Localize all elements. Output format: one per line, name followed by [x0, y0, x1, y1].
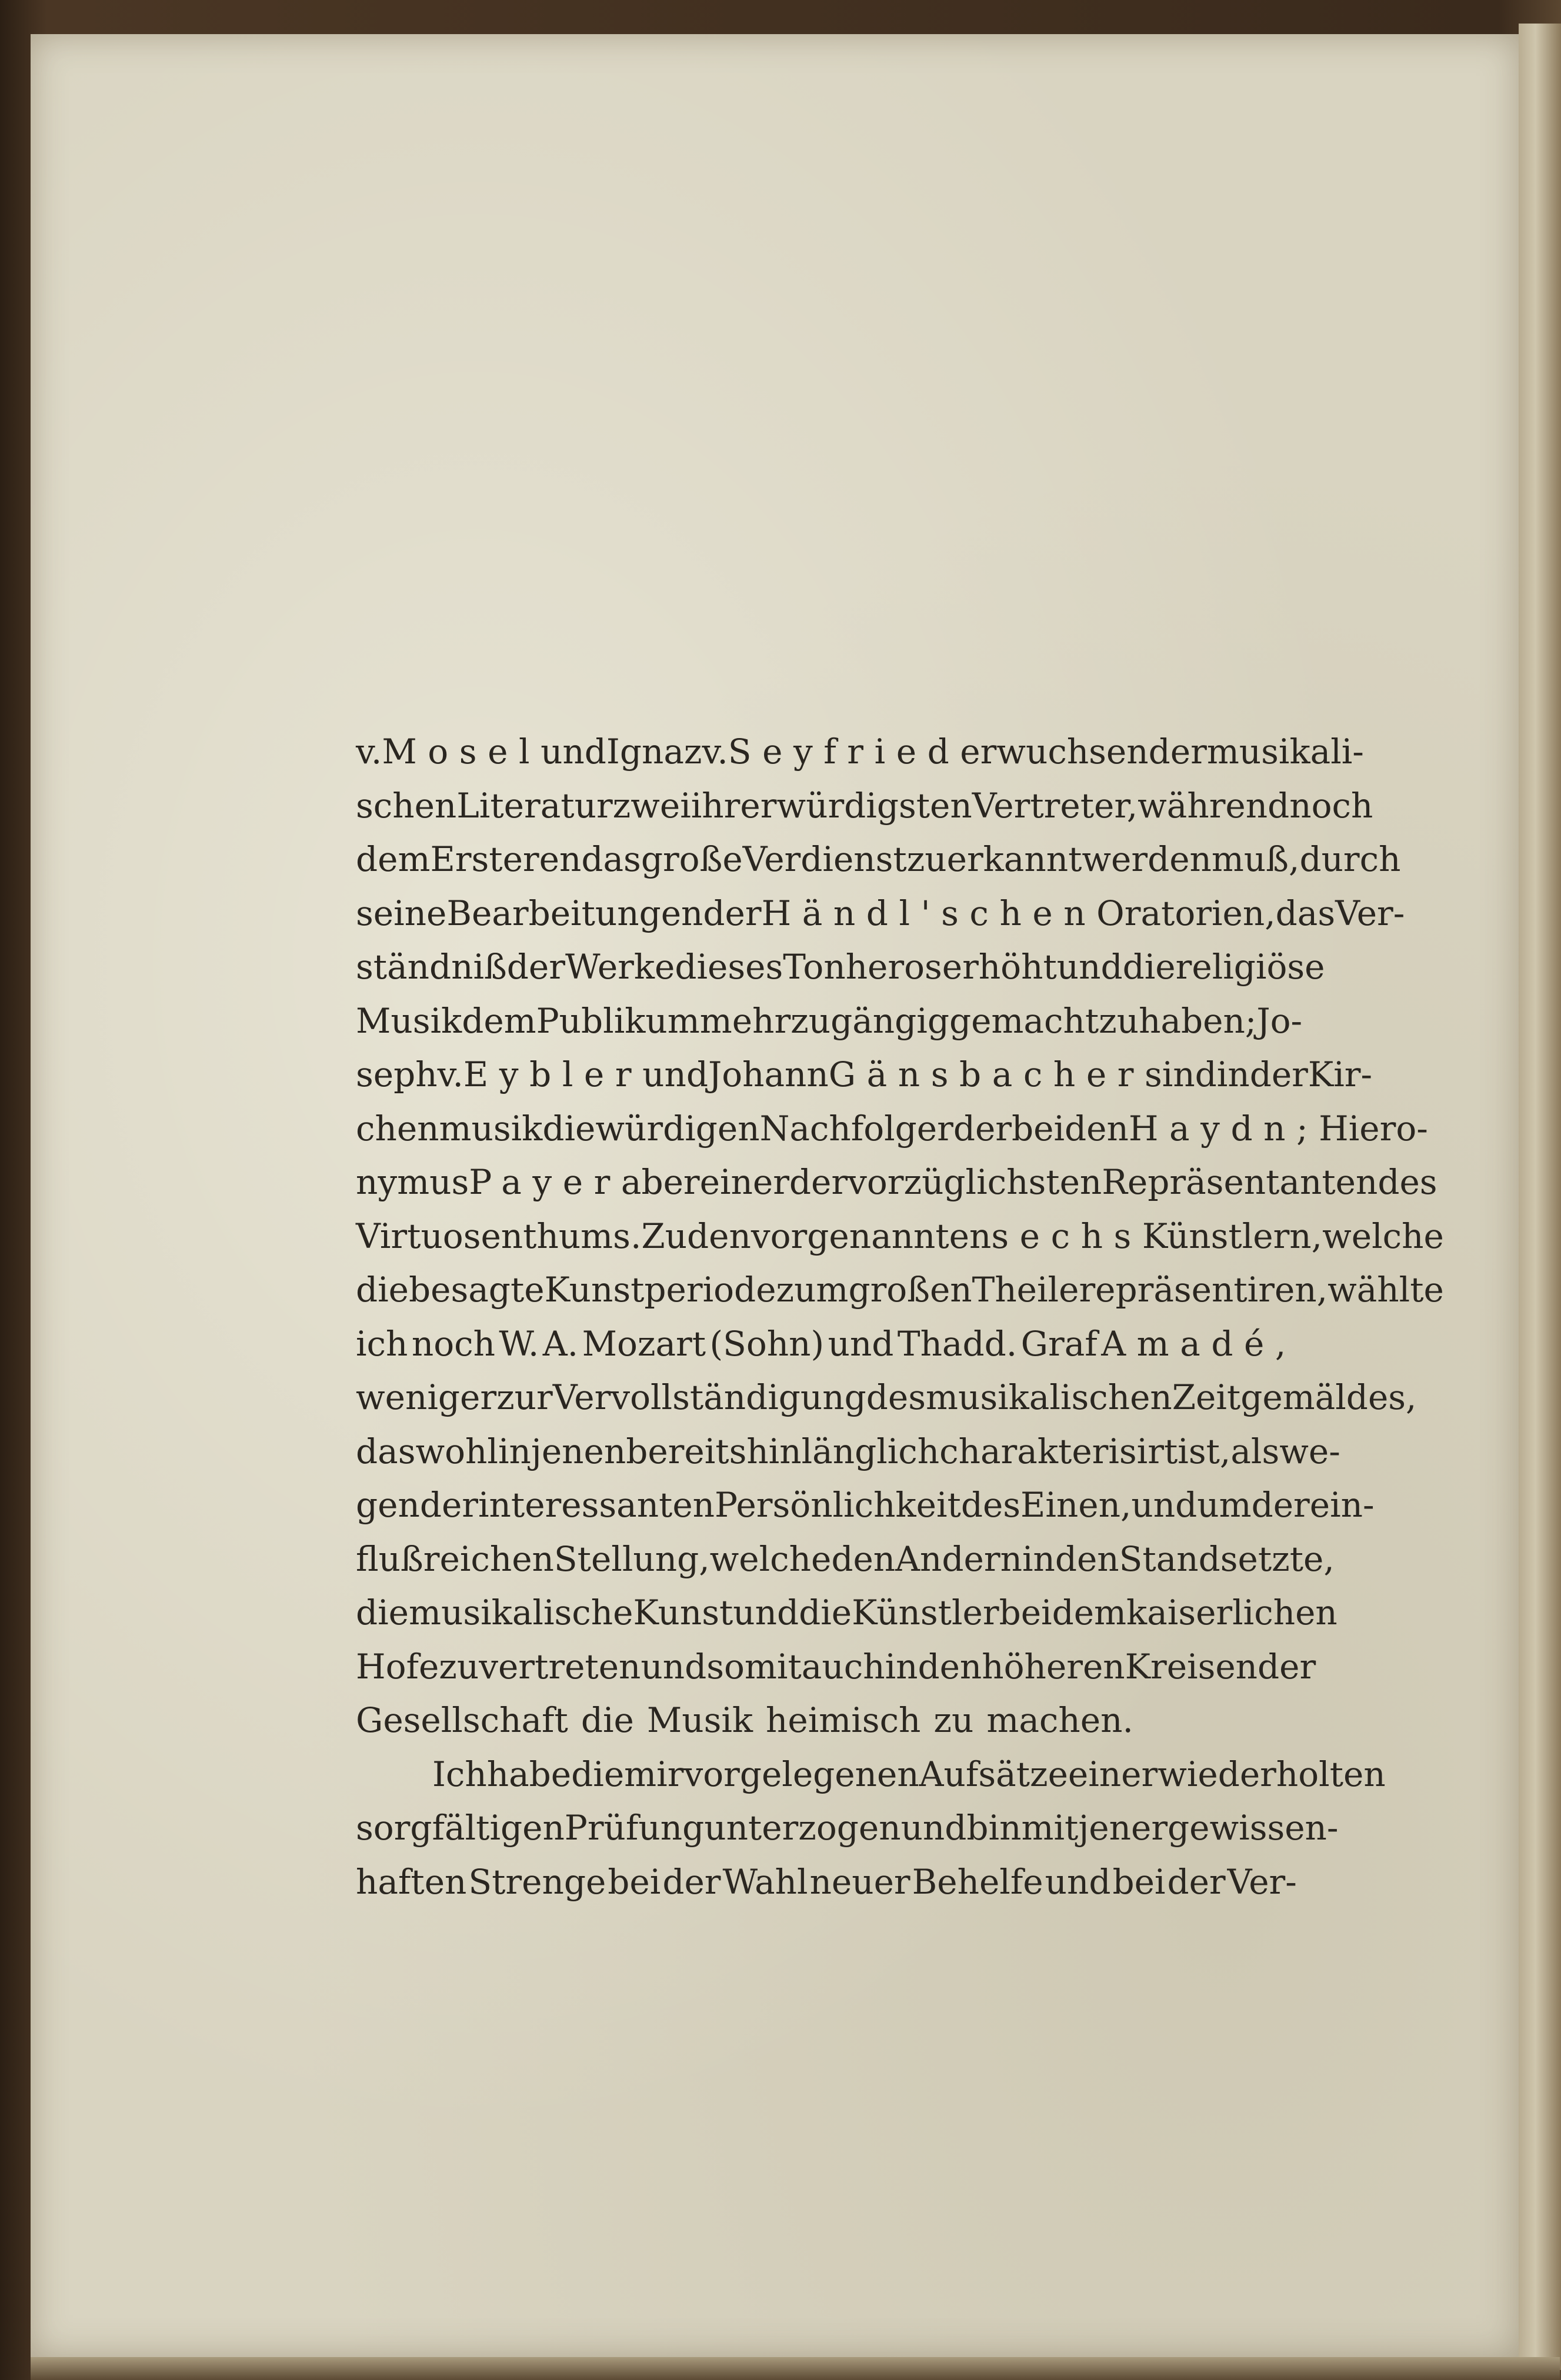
word: zuerkannt [906, 839, 1082, 879]
word: nymus [356, 1162, 469, 1202]
word: habe [486, 1754, 572, 1794]
word: Johann [708, 1054, 829, 1094]
word: in [1216, 1054, 1250, 1094]
page-edge-right [1519, 24, 1561, 2370]
word: dieses [675, 947, 783, 987]
word: hinlänglich [746, 1431, 940, 1471]
word: und [828, 1323, 894, 1364]
word: Oratorien, [1096, 893, 1276, 933]
word: haften [356, 1861, 467, 1902]
word: während [1138, 785, 1290, 826]
spaced-name-word: Payer [469, 1162, 621, 1202]
spaced-name-word: Gänsbacher [828, 1054, 1145, 1094]
text-line [356, 1162, 1437, 1216]
word: Theile [972, 1270, 1079, 1310]
word: die [799, 1593, 852, 1633]
word: Hiero- [1319, 1108, 1428, 1149]
word: vertreten [479, 1646, 641, 1687]
word: vorgelegenen [683, 1754, 919, 1794]
word: gen [356, 1485, 420, 1525]
word: ihrer [691, 785, 777, 826]
word: dem [356, 839, 431, 879]
word: chenmusik [356, 1108, 543, 1149]
word: v. [702, 732, 728, 772]
word: die [571, 1754, 625, 1794]
word: Persönlichkeit [715, 1485, 961, 1525]
text-line [356, 785, 1373, 840]
word: und [1131, 1485, 1198, 1525]
word: Andern [895, 1538, 1022, 1579]
word: we- [1279, 1431, 1340, 1471]
word: jener [1078, 1808, 1168, 1848]
word: der [1249, 1054, 1308, 1094]
word: die [356, 1593, 409, 1633]
spaced-name-word: Amadé, [1101, 1323, 1297, 1364]
word: Musik [356, 1000, 462, 1041]
word: mit [1021, 1808, 1079, 1848]
word: die [356, 1270, 409, 1310]
spaced-name-word: Eybler [463, 1054, 643, 1094]
word: das [356, 1431, 416, 1471]
word: Prüfung [564, 1808, 705, 1848]
word: kaiserlichen [1126, 1593, 1337, 1633]
word: und [900, 1808, 967, 1848]
word: durch [1299, 839, 1401, 879]
word: den [918, 1646, 982, 1687]
word: einer [699, 1162, 789, 1202]
text-line [356, 1108, 1428, 1163]
word: Künstler [852, 1593, 999, 1633]
word: Vervollständigung [552, 1377, 866, 1417]
word: Künstlern, [1142, 1216, 1323, 1256]
word: und [733, 1593, 799, 1633]
word: Virtuosenthums. [356, 1216, 642, 1256]
word: das [1275, 893, 1336, 933]
word: Werke [565, 947, 675, 987]
word: welche [709, 1538, 832, 1579]
word: A. [542, 1323, 579, 1364]
word: zur [496, 1377, 553, 1417]
word: schen [356, 785, 457, 826]
word: Ignaz [606, 732, 702, 772]
word: Gesellschaft [356, 1700, 568, 1740]
text-line [356, 1324, 1297, 1378]
word: flußreichen [356, 1538, 554, 1579]
word: Nachfolger [759, 1108, 953, 1149]
word: der [1258, 1646, 1316, 1687]
text-line [356, 1646, 1316, 1701]
word: musikalische [409, 1593, 633, 1633]
word: weniger [356, 1377, 497, 1417]
text-line [356, 893, 1405, 947]
word: heimisch [766, 1700, 921, 1740]
word: zum [776, 1270, 849, 1310]
word: Ich [432, 1754, 487, 1794]
word: Kunstperiode [544, 1270, 776, 1310]
word: Thadd. [897, 1323, 1018, 1364]
text-line [356, 1000, 1303, 1055]
word: als [1230, 1431, 1280, 1471]
word: würdigsten [776, 785, 972, 826]
word: dem [1052, 1593, 1127, 1633]
word: die [542, 1108, 596, 1149]
word: Stellung, [553, 1538, 710, 1579]
word: das [581, 839, 641, 879]
word: einer [1068, 1754, 1158, 1794]
text-line [356, 1754, 1386, 1808]
word: interessanten [478, 1485, 715, 1525]
word: vorgenannten [751, 1216, 992, 1256]
word: der [1148, 732, 1207, 772]
spaced-name-word: Seyfried [728, 732, 960, 772]
word: v. [437, 1054, 463, 1094]
word: Aufsätze [919, 1754, 1068, 1794]
word: und [641, 1646, 707, 1687]
word: und [541, 732, 606, 772]
word: in [885, 1646, 918, 1687]
word: Tonheros [783, 947, 942, 987]
word: würdigen [595, 1108, 760, 1149]
word: ich [356, 1323, 408, 1364]
word: den [831, 1538, 896, 1579]
word: Graf [1020, 1323, 1098, 1364]
word: (Sohn) [709, 1323, 825, 1364]
text-line [356, 1862, 1297, 1916]
word: Literatur [456, 785, 613, 826]
word: noch [1289, 785, 1373, 826]
word: des [960, 1485, 1021, 1525]
word: wiederholten [1158, 1754, 1386, 1794]
word: Publikum [536, 1000, 700, 1041]
word: Ver- [1335, 893, 1405, 933]
word: W. [499, 1323, 539, 1364]
spaced-name-word: sechs [991, 1216, 1142, 1256]
word: Strenge [468, 1861, 606, 1902]
word: vorzüglichsten [848, 1162, 1102, 1202]
word: mehr [699, 1000, 791, 1041]
word: charakterisirt [939, 1431, 1178, 1471]
spaced-name-word: Händl'schen [761, 893, 1097, 933]
spaced-name-word: Mosel [382, 732, 541, 772]
word: Ver- [1227, 1861, 1297, 1902]
word: erwuchsen [960, 732, 1149, 772]
word: muß, [1211, 839, 1300, 879]
word: der [506, 947, 565, 987]
word: zwei [612, 785, 691, 826]
word: haben; [1139, 1000, 1257, 1041]
word: Stand [1119, 1538, 1220, 1579]
word: Zeitgemäldes, [1172, 1377, 1417, 1417]
word: aber [621, 1162, 700, 1202]
word: religiöse [1175, 947, 1325, 987]
word: zu [1099, 1000, 1139, 1041]
word: gewissen- [1168, 1808, 1339, 1848]
spaced-name-word: Haydn; [1128, 1108, 1319, 1149]
word: der [662, 1861, 721, 1902]
word: Zu [641, 1216, 688, 1256]
text-line [356, 1485, 1375, 1539]
word: in [498, 1431, 531, 1471]
word: gemacht [949, 1000, 1099, 1041]
word: und [1045, 1861, 1111, 1902]
word: zu [933, 1700, 974, 1740]
word: Vertreter, [972, 785, 1138, 826]
word: Musik [646, 1700, 753, 1740]
word: Verdienst [742, 839, 907, 879]
word: Wahl [722, 1861, 808, 1902]
word: der [789, 1162, 848, 1202]
word: jenen [531, 1431, 626, 1471]
word: welche [1322, 1216, 1444, 1256]
word: großen [848, 1270, 972, 1310]
word: werden [1082, 839, 1212, 879]
text-line [356, 1593, 1337, 1647]
text-line [356, 732, 1364, 786]
word: zugängig [790, 1000, 949, 1041]
word: der [1167, 1861, 1226, 1902]
word: sind [1145, 1054, 1217, 1094]
body-text [356, 732, 1444, 1915]
word: wählte [1327, 1270, 1444, 1310]
text-line [356, 1054, 1373, 1109]
word: Bearbeitungen [446, 893, 703, 933]
word: erhöht [942, 947, 1057, 987]
word: der [1251, 1485, 1310, 1525]
word: Ersteren [430, 839, 582, 879]
word: und [642, 1054, 708, 1094]
word: zu [439, 1646, 479, 1687]
word: Mozart [582, 1323, 706, 1364]
word: Einen, [1020, 1485, 1132, 1525]
text-line [356, 1377, 1417, 1431]
word: musikalischen [925, 1377, 1172, 1417]
word: der [953, 1108, 1012, 1149]
word: noch [411, 1323, 495, 1364]
word: musikali- [1206, 732, 1364, 772]
word: ein- [1309, 1485, 1375, 1525]
text-line [356, 1700, 1297, 1754]
word: somit [706, 1646, 802, 1687]
word: setzte, [1220, 1538, 1335, 1579]
text-line [356, 1538, 1335, 1593]
word: der [703, 893, 762, 933]
word: bei [999, 1593, 1052, 1633]
word: bei [1112, 1861, 1166, 1902]
word: seine [356, 893, 447, 933]
word: und [1056, 947, 1123, 987]
word: in [1022, 1538, 1055, 1579]
word: neuer [809, 1861, 910, 1902]
word: Kir- [1307, 1054, 1373, 1094]
word: machen. [986, 1700, 1133, 1740]
word: dem [462, 1000, 536, 1041]
text-line [356, 839, 1401, 893]
word: Kunst [633, 1593, 733, 1633]
word: Repräsentanten [1102, 1162, 1378, 1202]
word: besagte [409, 1270, 545, 1310]
word: den [687, 1216, 751, 1256]
word: unterzogen [704, 1808, 901, 1848]
text-line [356, 1216, 1444, 1270]
word: mir [624, 1754, 684, 1794]
word: v. [356, 732, 382, 772]
word: seph [356, 1054, 438, 1094]
word: sorgfältigen [356, 1808, 565, 1848]
word: große [641, 839, 743, 879]
word: repräsentiren, [1079, 1270, 1328, 1310]
word: Jo- [1256, 1000, 1303, 1041]
word: des [866, 1377, 926, 1417]
word: die [581, 1700, 634, 1740]
word: der [419, 1485, 478, 1525]
word: höheren [982, 1646, 1125, 1687]
word: wohl [415, 1431, 498, 1471]
word: bereits [626, 1431, 747, 1471]
text-line [356, 947, 1325, 1001]
word: des [1377, 1162, 1437, 1202]
text-line [356, 1270, 1444, 1324]
word: die [1122, 947, 1176, 987]
word: um [1197, 1485, 1252, 1525]
word: auch [801, 1646, 885, 1687]
word: Behelfe [912, 1861, 1043, 1902]
word: ist, [1178, 1431, 1231, 1471]
word: Hofe [356, 1646, 439, 1687]
text-line [356, 1431, 1340, 1486]
word: den [1055, 1538, 1119, 1579]
word: ständniß [356, 947, 507, 987]
word: Kreisen [1125, 1646, 1258, 1687]
word: beiden [1012, 1108, 1129, 1149]
text-line [356, 1808, 1339, 1862]
word: bin [966, 1808, 1022, 1848]
word: bei [608, 1861, 661, 1902]
page-edge-bottom [31, 2357, 1560, 2380]
